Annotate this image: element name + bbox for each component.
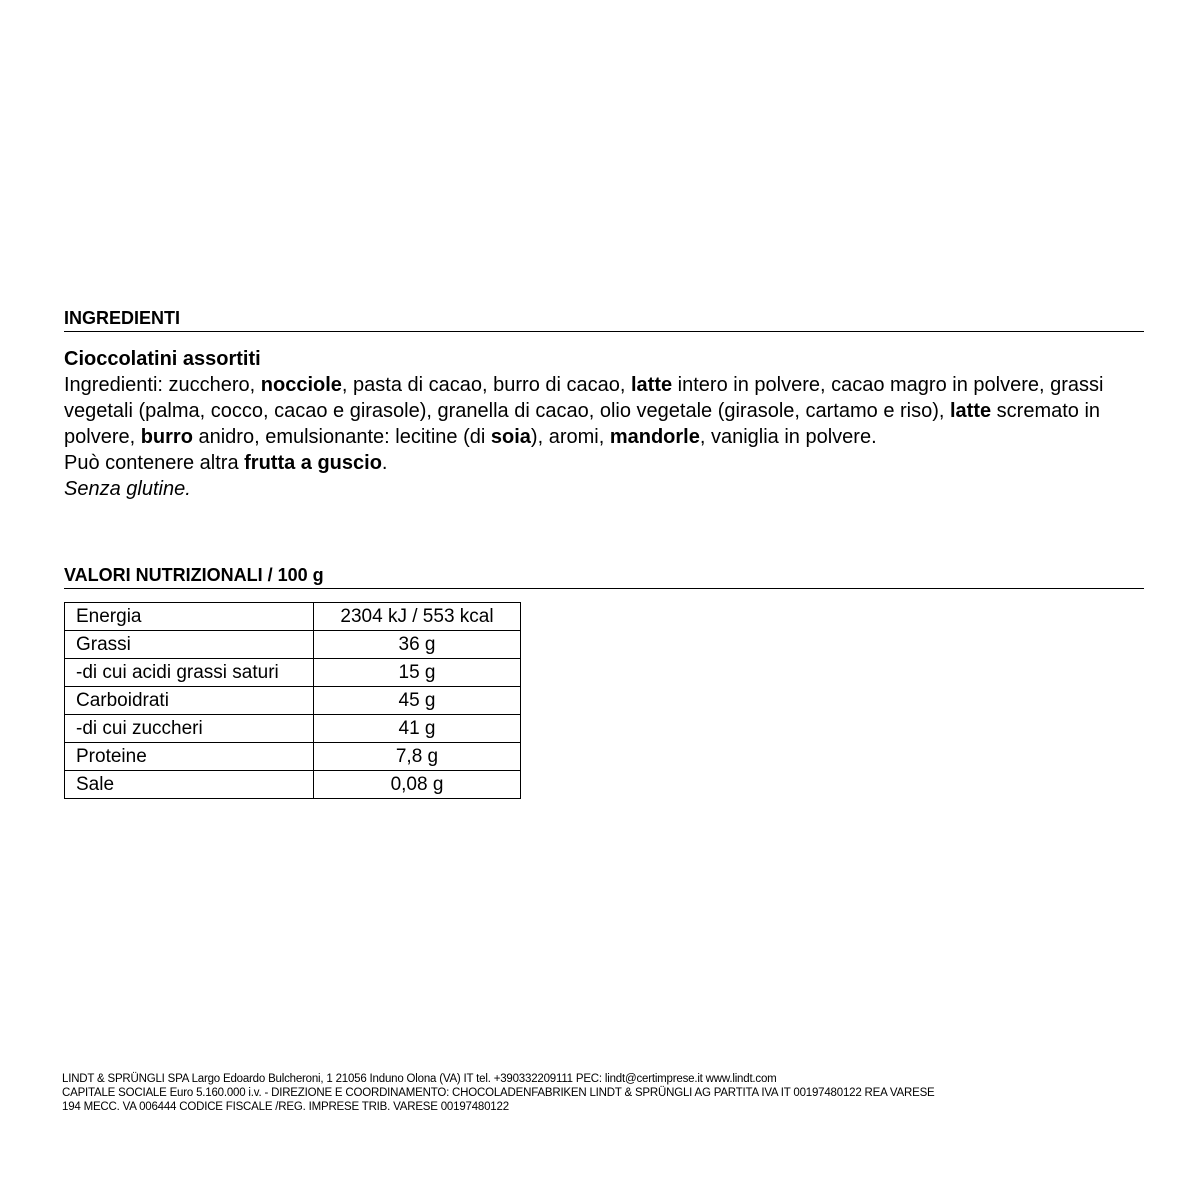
nutrition-heading: VALORI NUTRIZIONALI / 100 g <box>64 564 1144 589</box>
nutrient-label: -di cui zuccheri <box>65 715 314 743</box>
nutrient-value: 0,08 g <box>314 771 521 799</box>
allergen-highlight: latte <box>950 400 992 422</box>
allergen-highlight: nocciole <box>260 374 342 396</box>
ingredients-heading: INGREDIENTI <box>64 307 1144 332</box>
text-run: ), aromi, <box>530 426 610 448</box>
table-row <box>65 631 521 659</box>
product-name: Cioccolatini assortiti <box>64 348 261 370</box>
nutrient-label: Carboidrati <box>65 687 314 715</box>
text-run: intero in polvere, cacao magro in polvere, grassi vegetali (palma, cocco, cacao e girasole), granella di cacao, olio vegetale (girasole, cartamo e riso), <box>64 374 1104 422</box>
text-run: Può contenere altra <box>64 452 245 474</box>
nutrient-value: 36 g <box>314 631 521 659</box>
table-row <box>65 659 521 687</box>
nutrient-value: 41 g <box>314 715 521 743</box>
table-row <box>65 687 521 715</box>
gluten-free-note: Senza glutine. <box>64 478 191 500</box>
nutrient-label: -di cui acidi grassi saturi <box>65 659 314 687</box>
nutrient-value: 45 g <box>314 687 521 715</box>
nutrient-label: Energia <box>65 603 314 631</box>
allergen-warning <box>64 450 1154 476</box>
text-run: scremato in polvere, <box>64 400 1101 448</box>
allergen-highlight: frutta a guscio <box>244 452 382 474</box>
footer-line: CAPITALE SOCIALE Euro 5.160.000 i.v. - DIREZIONE E COORDINAMENTO: CHOCOLADENFABRIKEN LINDT & SPRÜNGLI AG PARTITA IVA IT 00197480122 REA VARESE <box>62 1087 935 1099</box>
text-run: . <box>381 452 388 474</box>
text-run: , vaniglia in polvere. <box>699 426 877 448</box>
text-run: anidro, emulsionante: lecitine (di <box>192 426 491 448</box>
table-row <box>65 771 521 799</box>
nutrition-table <box>64 602 521 799</box>
text-run: Ingredienti: zucchero, <box>64 374 261 396</box>
table-row <box>65 743 521 771</box>
allergen-highlight: mandorle <box>609 426 700 448</box>
allergen-highlight: soia <box>490 426 531 448</box>
footer-line: LINDT & SPRÜNGLI SPA Largo Edoardo Bulcheroni, 1 21056 Induno Olona (VA) IT tel. +390332209111 PEC: lindt@certimprese.it www.lindt.com <box>62 1073 777 1085</box>
nutrient-value: 15 g <box>314 659 521 687</box>
nutrient-label: Sale <box>65 771 314 799</box>
text-run: , pasta di cacao, burro di cacao, <box>341 374 631 396</box>
ingredients-body <box>64 346 1154 502</box>
allergen-highlight: burro <box>140 426 193 448</box>
table-row <box>65 603 521 631</box>
nutrient-value: 7,8 g <box>314 743 521 771</box>
nutrient-value: 2304 kJ / 553 kcal <box>314 603 521 631</box>
allergen-highlight: latte <box>630 374 673 396</box>
nutrient-label: Grassi <box>65 631 314 659</box>
footer-line: 194 MECC. VA 006444 CODICE FISCALE /REG. IMPRESE TRIB. VARESE 00197480122 <box>62 1101 509 1113</box>
company-footer <box>62 1072 1152 1114</box>
table-row <box>65 715 521 743</box>
ingredients-list <box>64 372 1154 450</box>
nutrient-label: Proteine <box>65 743 314 771</box>
